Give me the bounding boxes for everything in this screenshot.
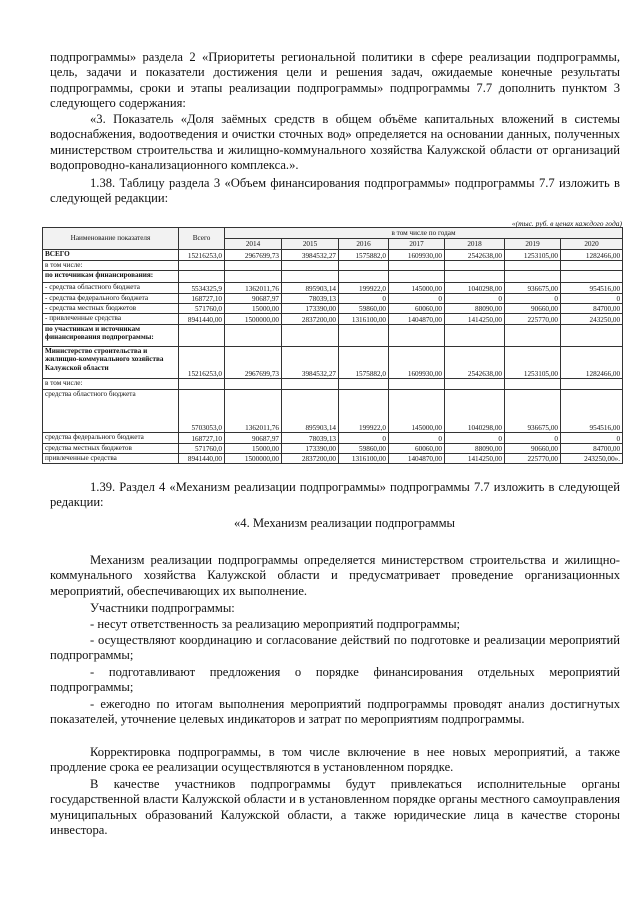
cell-year-value	[445, 325, 505, 347]
cell-year-value: 243250,00	[561, 314, 623, 325]
header-year: 2017	[389, 239, 445, 250]
cell-year-value: 88090,00	[445, 444, 505, 454]
cell-year-value	[389, 271, 445, 283]
row-label: в том числе:	[43, 379, 179, 390]
cell-year-value: 895903,14	[282, 390, 339, 433]
cell-year-value: 3984532,27	[282, 347, 339, 379]
table-row	[43, 325, 623, 347]
cell-total: 5534325,9	[179, 283, 225, 294]
cell-year-value	[282, 271, 339, 283]
cell-total	[179, 325, 225, 347]
cell-year-value: 2837200,00	[282, 454, 339, 464]
cell-year-value: 936675,00	[505, 390, 561, 433]
cell-year-value: 936675,00	[505, 283, 561, 294]
list-item-responsibility: - несут ответственность за реализацию мероприятий подпрограммы;	[90, 617, 461, 631]
cell-year-value: 1362011,76	[225, 283, 282, 294]
cell-year-value: 145000,00	[389, 390, 445, 433]
cell-year-value: 15000,00	[225, 304, 282, 314]
row-label: по источникам финансирования:	[43, 271, 179, 283]
header-years-group: в том числе по годам	[225, 228, 623, 239]
table-row	[43, 314, 623, 325]
list-item-proposals: - подготавливают предложения о порядке финансирования отдельных мероприятий подпрограммы;	[50, 665, 620, 695]
cell-year-value: 1575882,0	[339, 250, 389, 261]
cell-year-value: 0	[561, 294, 623, 304]
row-label: ВСЕГО	[43, 250, 179, 261]
cell-year-value	[225, 271, 282, 283]
header-year: 2018	[445, 239, 505, 250]
cell-year-value	[445, 379, 505, 390]
cell-year-value: 895903,14	[282, 283, 339, 294]
cell-year-value: 2967699,73	[225, 347, 282, 379]
cell-year-value: 3984532,27	[282, 250, 339, 261]
paragraph-item-1-39: 1.39. Раздел 4 «Механизм реализации подпрограммы» подпрограммы 7.7 изложить в следующей редакции:	[50, 480, 620, 510]
cell-year-value: 0	[505, 294, 561, 304]
cell-year-value: 84700,00	[561, 304, 623, 314]
cell-year-value: 954516,00	[561, 283, 623, 294]
cell-year-value: 1362011,76	[225, 390, 282, 433]
cell-year-value: 1040298,00	[445, 283, 505, 294]
cell-year-value: 199922,0	[339, 390, 389, 433]
cell-total: 8941440,00	[179, 314, 225, 325]
cell-year-value: 1404870,00	[389, 314, 445, 325]
list-item-analysis: - ежегодно по итогам выполнения мероприятий подпрограммы проводят анализ достигнутых показателей, уточнение целевых индикаторов и затрат по мероприятиям подпрограммы.	[50, 697, 620, 727]
table-row	[43, 283, 623, 294]
table-row	[43, 271, 623, 283]
paragraph-indicator-3: «3. Показатель «Доля заёмных средств в общем объёме капитальных вложений в системы водоснабжения, водоотведения и очистки сточных вод» определяется на основании данных, полученных министерством строительства и жилищно-коммунального хозяйства Калужской области от организаций водопроводно-канализационного комплекса.».	[50, 112, 620, 173]
cell-year-value	[389, 379, 445, 390]
section-heading: «4. Механизм реализации подпрограммы	[234, 516, 456, 530]
cell-year-value: 0	[505, 433, 561, 444]
table-row	[43, 250, 623, 261]
cell-year-value: 1282466,00	[561, 347, 623, 379]
paragraph-intro: подпрограммы» раздела 2 «Приоритеты региональной политики в сфере реализации подпрограммы, цель, задачи и показатели достижения цели и решения задач, ожидаемые конечные результаты подпрограммы, сроки и этапы реализации подпрограммы» подпрограммы 7.7 дополнить пунктом 3 следующего содержания:	[50, 50, 620, 111]
cell-year-value: 84700,00	[561, 444, 623, 454]
cell-total: 15216253,0	[179, 250, 225, 261]
cell-total: 571760,0	[179, 444, 225, 454]
cell-year-value: 1609930,00	[389, 250, 445, 261]
cell-year-value: 15000,00	[225, 444, 282, 454]
cell-year-value: 0	[339, 294, 389, 304]
cell-year-value: 0	[445, 433, 505, 444]
table-row	[43, 454, 623, 464]
table-units-note: «(тыс. руб. в ценах каждого года)	[511, 219, 622, 228]
cell-total: 8941440,00	[179, 454, 225, 464]
cell-year-value: 954516,00	[561, 390, 623, 433]
row-label: по участникам и источникам финансирования подпрограммы:	[43, 325, 179, 347]
cell-year-value: 2837200,00	[282, 314, 339, 325]
cell-year-value: 78039,13	[282, 433, 339, 444]
paragraph-adjustment: Корректировка подпрограммы, в том числе включение в нее новых мероприятий, а также продление срока ее реализации осуществляются в установленном порядке.	[50, 745, 620, 775]
cell-year-value	[561, 261, 623, 271]
cell-year-value	[225, 261, 282, 271]
table-row	[43, 390, 623, 433]
cell-year-value: 2967699,73	[225, 250, 282, 261]
cell-year-value	[505, 261, 561, 271]
cell-year-value: 243250,00».	[561, 454, 623, 464]
cell-year-value: 1609930,00	[389, 347, 445, 379]
cell-total: 15216253,0	[179, 347, 225, 379]
cell-year-value: 60060,00	[389, 444, 445, 454]
cell-total	[179, 379, 225, 390]
cell-year-value: 1253105,00	[505, 250, 561, 261]
cell-year-value: 90687,97	[225, 294, 282, 304]
cell-year-value: 1500000,00	[225, 454, 282, 464]
cell-year-value: 1253105,00	[505, 347, 561, 379]
header-year: 2014	[225, 239, 282, 250]
row-label: - средства местных бюджетов	[43, 304, 179, 314]
table-row	[43, 444, 623, 454]
cell-year-value: 90660,00	[505, 304, 561, 314]
cell-year-value: 173390,00	[282, 304, 339, 314]
cell-year-value	[445, 271, 505, 283]
table-row	[43, 294, 623, 304]
cell-year-value	[445, 261, 505, 271]
cell-year-value	[282, 325, 339, 347]
header-indicator-name: Наименование показателя	[43, 228, 179, 250]
list-item-coordination: - осуществляют координацию и согласование действий по подготовке и реализации мероприятий подпрограммы;	[50, 633, 620, 663]
cell-year-value: 0	[389, 294, 445, 304]
cell-year-value: 1575882,0	[339, 347, 389, 379]
cell-total: 168727,10	[179, 294, 225, 304]
cell-year-value	[225, 379, 282, 390]
table-row	[43, 261, 623, 271]
cell-year-value: 0	[339, 433, 389, 444]
header-year: 2020	[561, 239, 623, 250]
paragraph-executors: В качестве участников подпрограммы будут привлекаться исполнительные органы государственной власти Калужской области и в установленном порядке органы местного самоуправления муниципальных образований Калужской области, а также юридические лица в качестве стороны инвестора.	[50, 777, 620, 838]
header-total: Всего	[179, 228, 225, 250]
cell-year-value: 60060,00	[389, 304, 445, 314]
cell-year-value	[561, 379, 623, 390]
cell-year-value	[339, 271, 389, 283]
table-row	[43, 379, 623, 390]
cell-year-value: 1414250,00	[445, 314, 505, 325]
cell-total: 571760,0	[179, 304, 225, 314]
header-year: 2015	[282, 239, 339, 250]
cell-year-value: 2542638,00	[445, 347, 505, 379]
cell-year-value: 59860,00	[339, 444, 389, 454]
row-label: средства местных бюджетов	[43, 444, 179, 454]
financing-table	[42, 227, 623, 464]
cell-total: 5703053,0	[179, 390, 225, 433]
row-label: - средства областного бюджета	[43, 283, 179, 294]
cell-year-value: 88090,00	[445, 304, 505, 314]
cell-year-value	[389, 325, 445, 347]
paragraph-mechanism: Механизм реализации подпрограммы определяется министерством строительства и жилищно-коммунального хозяйства Калужской области и предусматривает проведение организационных мероприятий, обеспечивающих их выполнение.	[50, 553, 620, 598]
table-row	[43, 433, 623, 444]
cell-year-value: 1316100,00	[339, 314, 389, 325]
cell-year-value	[389, 261, 445, 271]
cell-year-value	[505, 271, 561, 283]
cell-year-value	[339, 261, 389, 271]
row-label: - средства федерального бюджета	[43, 294, 179, 304]
cell-year-value: 78039,13	[282, 294, 339, 304]
cell-year-value: 199922,0	[339, 283, 389, 294]
table-row	[43, 304, 623, 314]
row-label: Министерство строительства и жилищно-коммунального хозяйства Калужской области	[43, 347, 179, 379]
row-label: в том числе:	[43, 261, 179, 271]
cell-year-value: 90687,97	[225, 433, 282, 444]
table-row	[43, 347, 623, 379]
cell-year-value	[339, 325, 389, 347]
cell-year-value	[282, 379, 339, 390]
cell-year-value: 1404870,00	[389, 454, 445, 464]
cell-year-value: 1500000,00	[225, 314, 282, 325]
header-year: 2016	[339, 239, 389, 250]
row-label: привлеченные средства	[43, 454, 179, 464]
cell-year-value: 2542638,00	[445, 250, 505, 261]
cell-total	[179, 261, 225, 271]
cell-total: 168727,10	[179, 433, 225, 444]
paragraph-item-1-38: 1.38. Таблицу раздела 3 «Объем финансирования подпрограммы» подпрограммы 7.7 изложить в следующей редакции:	[50, 176, 620, 206]
cell-year-value: 1414250,00	[445, 454, 505, 464]
cell-year-value: 225770,00	[505, 454, 561, 464]
row-label: средства федерального бюджета	[43, 433, 179, 444]
cell-year-value: 1316100,00	[339, 454, 389, 464]
cell-year-value: 225770,00	[505, 314, 561, 325]
header-year: 2019	[505, 239, 561, 250]
cell-year-value: 1282466,00	[561, 250, 623, 261]
cell-year-value	[225, 325, 282, 347]
cell-year-value: 90660,00	[505, 444, 561, 454]
cell-year-value: 173390,00	[282, 444, 339, 454]
cell-year-value	[339, 379, 389, 390]
cell-year-value: 145000,00	[389, 283, 445, 294]
cell-year-value	[282, 261, 339, 271]
cell-year-value: 59860,00	[339, 304, 389, 314]
cell-year-value: 0	[561, 433, 623, 444]
cell-year-value: 0	[389, 433, 445, 444]
cell-year-value: 0	[445, 294, 505, 304]
cell-year-value	[505, 379, 561, 390]
row-label: средства областного бюджета	[43, 390, 179, 433]
cell-total	[179, 271, 225, 283]
row-label: - привлеченные средства	[43, 314, 179, 325]
cell-year-value	[505, 325, 561, 347]
paragraph-participants: Участники подпрограммы:	[90, 601, 235, 615]
cell-year-value	[561, 271, 623, 283]
cell-year-value	[561, 325, 623, 347]
cell-year-value: 1040298,00	[445, 390, 505, 433]
